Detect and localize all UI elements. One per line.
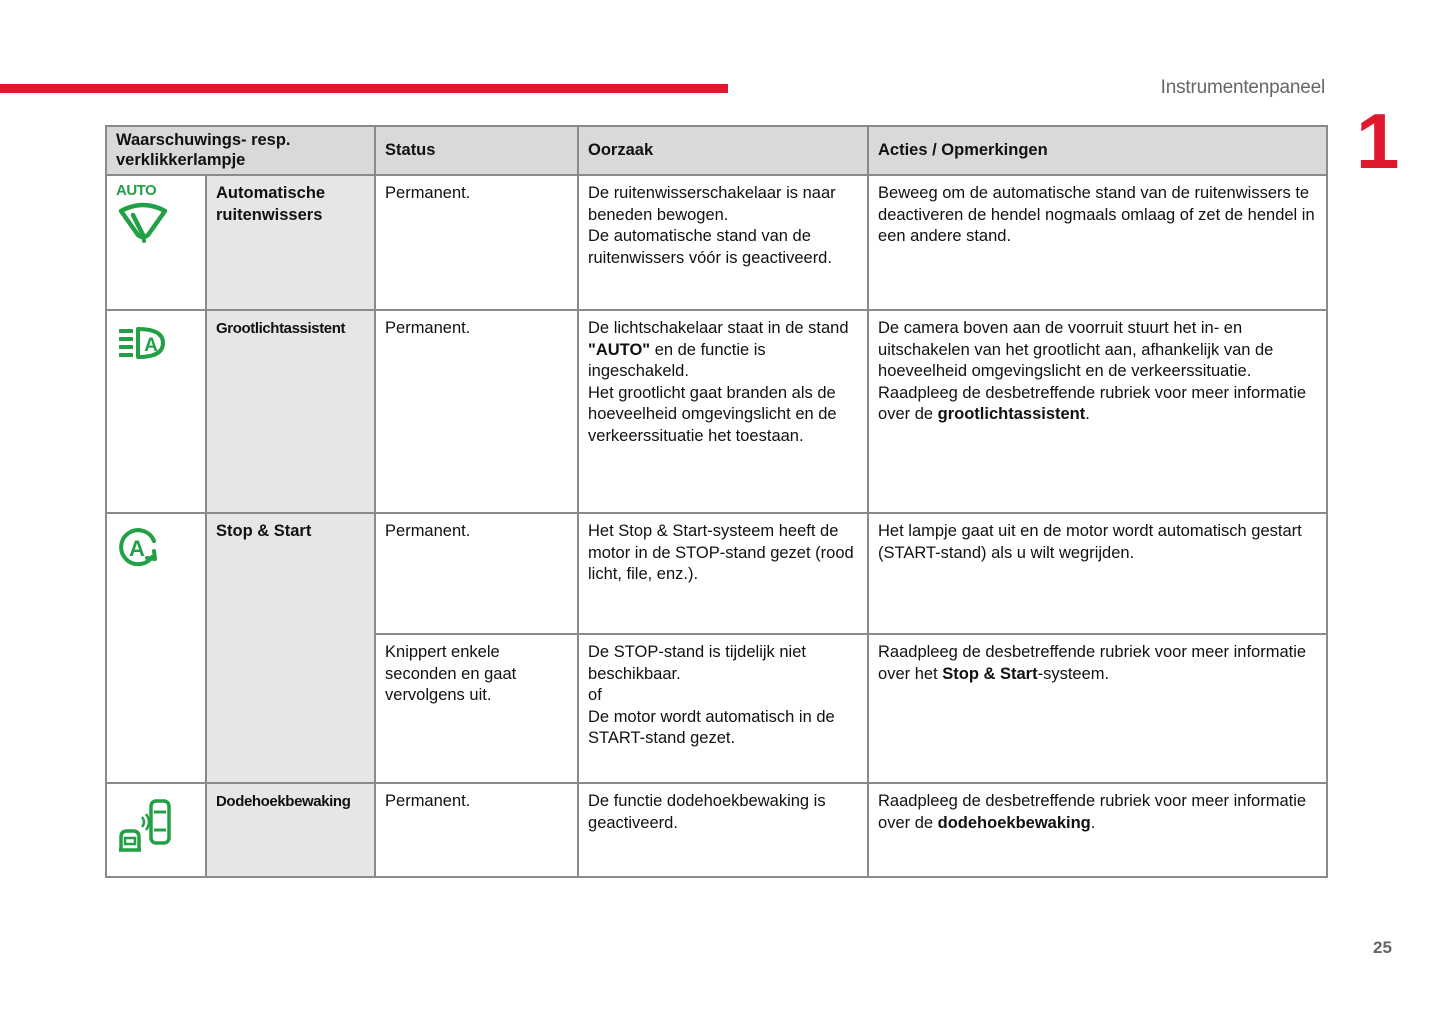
action-part: -systeem. xyxy=(1037,664,1110,683)
status-cell: Permanent. xyxy=(375,783,578,877)
action-emphasis: grootlichtassistent xyxy=(937,405,1086,423)
svg-text:A: A xyxy=(144,335,158,356)
auto-wiper-icon xyxy=(116,199,170,243)
table-row xyxy=(106,783,1327,877)
icon-cell xyxy=(106,513,206,783)
action-cell xyxy=(868,310,1327,513)
action-cell: Beweeg om de automatische stand van de ruitenwissers te deactiveren de hendel nogmaals omlaag of zet de hendel in een andere stand. xyxy=(868,175,1327,310)
cause-cell: Het Stop & Start-systeem heeft de motor in de STOP-stand gezet (rood licht, file, enz.). xyxy=(578,513,868,634)
high-beam-assist-icon xyxy=(116,326,168,360)
action-cell: Het lampje gaat uit en de motor wordt automatisch gestart (START-stand) als u wilt wegrijden. xyxy=(868,513,1327,634)
table-row xyxy=(106,513,1327,634)
cause-cell xyxy=(578,634,868,783)
action-cell xyxy=(868,634,1327,783)
header-status: Status xyxy=(375,126,578,175)
chapter-number: 1 xyxy=(1356,97,1400,185)
status-cell: Permanent. xyxy=(375,310,578,513)
cause-cell: De functie dodehoekbewaking is geactiveerd. xyxy=(578,783,868,877)
cause-text: De ruitenwisserschakelaar is naar beneden bewogen. xyxy=(588,184,836,224)
cause-part: en de functie is ingeschakeld. xyxy=(588,340,766,380)
cause-cell xyxy=(578,310,868,513)
table-row xyxy=(106,310,1327,513)
stop-start-icon xyxy=(116,527,162,569)
page-number: 25 xyxy=(1373,938,1392,957)
action-part: Raadpleeg de desbetreffende rubriek voor meer informatie over de xyxy=(878,792,1307,832)
action-part: . xyxy=(1090,813,1096,832)
cause-cell xyxy=(578,175,868,310)
cause-text xyxy=(588,318,858,383)
action-emphasis: dodehoekbewaking xyxy=(937,813,1091,832)
status-cell: Permanent. xyxy=(375,175,578,310)
status-cell: Permanent. xyxy=(375,513,578,634)
section-title: Instrumentenpaneel xyxy=(1160,77,1325,98)
lamp-name: Automatische ruitenwissers xyxy=(206,175,375,310)
action-emphasis: Stop & Start xyxy=(942,664,1038,683)
action-cell xyxy=(868,783,1327,877)
action-part: Raadpleeg de desbetreffende rubriek voor meer informatie over het xyxy=(878,643,1307,683)
icon-cell xyxy=(106,175,206,310)
status-cell: Knippert enkele seconden en gaat vervolgens uit. xyxy=(375,634,578,783)
table-header-row xyxy=(106,126,1327,175)
cause-text: Het grootlicht gaat branden als de hoeveelheid omgevingslicht en de verkeerssituatie het toestaan. xyxy=(588,383,837,445)
icon-cell xyxy=(106,783,206,877)
cause-text: De motor wordt automatisch in de START-stand gezet. xyxy=(588,707,835,747)
blind-spot-icon xyxy=(116,797,176,853)
header-accent-bar xyxy=(0,84,728,93)
header-cause: Oorzaak xyxy=(578,126,868,175)
table-row xyxy=(106,175,1327,310)
cause-text: of xyxy=(588,686,602,704)
cause-part: De lichtschakelaar staat in de stand xyxy=(588,319,849,337)
lamp-name: Stop & Start xyxy=(206,513,375,783)
auto-label: AUTO xyxy=(116,182,157,199)
lamp-name: Dodehoekbewaking xyxy=(206,783,375,877)
cause-text: De automatische stand van de ruitenwissers vóór is geactiveerd. xyxy=(588,227,832,267)
warning-lamp-table xyxy=(105,125,1328,878)
cause-emphasis: "AUTO" xyxy=(588,340,651,359)
cause-text: De STOP-stand is tijdelijk niet beschikbaar. xyxy=(588,643,806,683)
header-actions: Acties / Opmerkingen xyxy=(868,126,1327,175)
lamp-name: Grootlichtassistent xyxy=(206,310,375,513)
icon-cell xyxy=(106,310,206,513)
action-part: . xyxy=(1085,405,1090,423)
action-part: De camera boven aan de voorruit stuurt het in- en uitschakelen van het grootlicht aan, afhankelijk van de hoeveelheid omgevingslicht en de verkeerssituatie. Raadpleeg de desbetreffende rubriek voor meer informatie over de xyxy=(878,319,1307,423)
svg-text:A: A xyxy=(129,536,145,561)
header-lamp: Waarschuwings- resp. verklikkerlampje xyxy=(106,126,375,175)
